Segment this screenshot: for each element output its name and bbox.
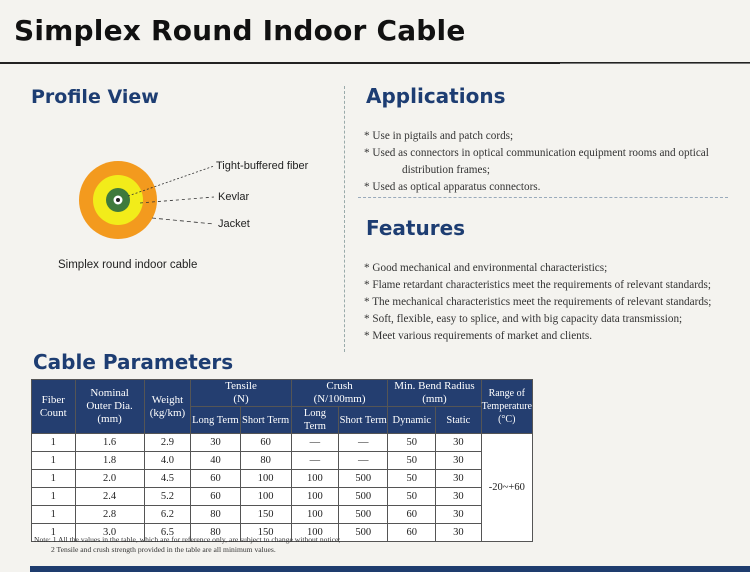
table-row: [32, 470, 533, 488]
profile-view-heading: Profile View: [31, 86, 159, 108]
cable-parameters-heading: Cable Parameters: [33, 350, 234, 374]
table-row: [32, 452, 533, 470]
cell-tensile-short: 80: [240, 452, 291, 470]
cell-crush-long: —: [291, 434, 338, 452]
feature-item: * The mechanical characteristics meet the requirements of relevant standards;: [364, 296, 712, 308]
cable-parameters-table: [31, 379, 533, 542]
table-notes: [34, 535, 341, 555]
table-row: [32, 434, 533, 452]
cell-crush-short: 500: [339, 506, 388, 524]
cell-bend-static: 30: [436, 452, 481, 470]
applications-list: [364, 128, 744, 196]
cell-bend-static: 30: [436, 524, 481, 542]
note-1: Note: 1 All the values in the table, which are for reference only, are subject to change without notice;: [34, 535, 341, 544]
cell-bend-dynamic: 50: [388, 452, 436, 470]
cell-outer-dia: 2.8: [75, 506, 144, 524]
cell-bend-static: 30: [436, 506, 481, 524]
cell-crush-short: —: [339, 434, 388, 452]
table-row: [32, 488, 533, 506]
cell-crush-long: 100: [291, 470, 338, 488]
cell-crush-short: 500: [339, 470, 388, 488]
feature-item: * Meet various requirements of market and clients.: [364, 330, 593, 342]
header-fiber-count: Fiber Count: [32, 380, 76, 434]
cell-bend-static: 30: [436, 470, 481, 488]
cell-fiber-count: 1: [32, 524, 76, 542]
header-tensile-short-term: Short Term: [240, 407, 291, 434]
cell-weight: 4.0: [144, 452, 191, 470]
cell-tensile-long: 80: [191, 524, 240, 542]
title-divider-secondary: [560, 63, 750, 64]
cell-outer-dia: 2.4: [75, 488, 144, 506]
header-crush-long-term: Long Term: [291, 407, 338, 434]
cell-bend-static: 30: [436, 434, 481, 452]
cell-crush-long: —: [291, 452, 338, 470]
header-bend-static: Static: [436, 407, 481, 434]
cell-fiber-count: 1: [32, 470, 76, 488]
diagram-caption: Simplex round indoor cable: [58, 259, 198, 271]
header-temperature-range: Range of Temperature (°C): [481, 380, 532, 434]
cell-weight: 4.5: [144, 470, 191, 488]
feature-item: * Soft, flexible, easy to splice, and with big capacity data transmission;: [364, 313, 683, 325]
application-item: * Used as connectors in optical communication equipment rooms and optical distribution frames;: [364, 147, 709, 176]
cell-tensile-long: 40: [191, 452, 240, 470]
cell-tensile-short: 150: [240, 524, 291, 542]
cell-bend-dynamic: 50: [388, 470, 436, 488]
feature-item: * Flame retardant characteristics meet the requirements of relevant standards;: [364, 279, 711, 291]
cell-bend-dynamic: 50: [388, 488, 436, 506]
header-bend-dynamic: Dynamic: [388, 407, 436, 434]
cell-fiber-count: 1: [32, 434, 76, 452]
cell-outer-dia: 3.0: [75, 524, 144, 542]
cell-fiber-count: 1: [32, 506, 76, 524]
application-item: * Used as optical apparatus connectors.: [364, 181, 541, 193]
header-min-bend-radius: Min. Bend Radius (mm): [388, 380, 481, 407]
cell-weight: 2.9: [144, 434, 191, 452]
cell-bend-dynamic: 50: [388, 434, 436, 452]
cell-outer-dia: 1.8: [75, 452, 144, 470]
applications-divider: [358, 197, 728, 198]
cell-tensile-short: 150: [240, 506, 291, 524]
cell-tensile-short: 60: [240, 434, 291, 452]
feature-item: * Good mechanical and environmental characteristics;: [364, 262, 608, 274]
cell-bend-static: 30: [436, 488, 481, 506]
note-2: 2 Tensile and crush strength provided in the table are all minimum values.: [51, 545, 276, 554]
jacket-leader-line: [152, 218, 214, 224]
features-list: [364, 260, 744, 345]
cell-fiber-count: 1: [32, 452, 76, 470]
callout-kevlar: Kevlar: [218, 191, 250, 203]
header-outer-dia: Nominal Outer Dia. (mm): [75, 380, 144, 434]
cell-outer-dia: 1.6: [75, 434, 144, 452]
cell-temperature-range: -20~+60: [481, 434, 532, 542]
cell-outer-dia: 2.0: [75, 470, 144, 488]
fiber-center: [116, 198, 120, 202]
header-tensile-long-term: Long Term: [191, 407, 240, 434]
callout-tight-buffered-fiber: Tight-buffered fiber: [216, 160, 309, 172]
footer-bar: [30, 566, 750, 572]
cell-bend-dynamic: 60: [388, 506, 436, 524]
callout-jacket: Jacket: [218, 218, 250, 230]
cell-weight: 6.2: [144, 506, 191, 524]
cell-weight: 6.5: [144, 524, 191, 542]
cell-crush-short: —: [339, 452, 388, 470]
header-crush: Crush (N/100mm): [291, 380, 388, 407]
header-weight: Weight (kg/km): [144, 380, 191, 434]
cell-tensile-short: 100: [240, 470, 291, 488]
cell-crush-short: 500: [339, 488, 388, 506]
features-heading: Features: [366, 216, 466, 240]
application-item: * Use in pigtails and patch cords;: [364, 130, 514, 142]
cell-tensile-long: 60: [191, 470, 240, 488]
page-title: Simplex Round Indoor Cable: [14, 14, 466, 47]
cell-tensile-long: 30: [191, 434, 240, 452]
cell-fiber-count: 1: [32, 488, 76, 506]
cell-crush-long: 100: [291, 488, 338, 506]
table-row: [32, 506, 533, 524]
cell-crush-long: 100: [291, 506, 338, 524]
cell-bend-dynamic: 60: [388, 524, 436, 542]
cell-weight: 5.2: [144, 488, 191, 506]
header-tensile: Tensile (N): [191, 380, 291, 407]
cell-tensile-short: 100: [240, 488, 291, 506]
cell-crush-long: 100: [291, 524, 338, 542]
cell-crush-short: 500: [339, 524, 388, 542]
applications-heading: Applications: [366, 84, 506, 108]
cell-tensile-long: 80: [191, 506, 240, 524]
header-crush-short-term: Short Term: [339, 407, 388, 434]
cell-tensile-long: 60: [191, 488, 240, 506]
